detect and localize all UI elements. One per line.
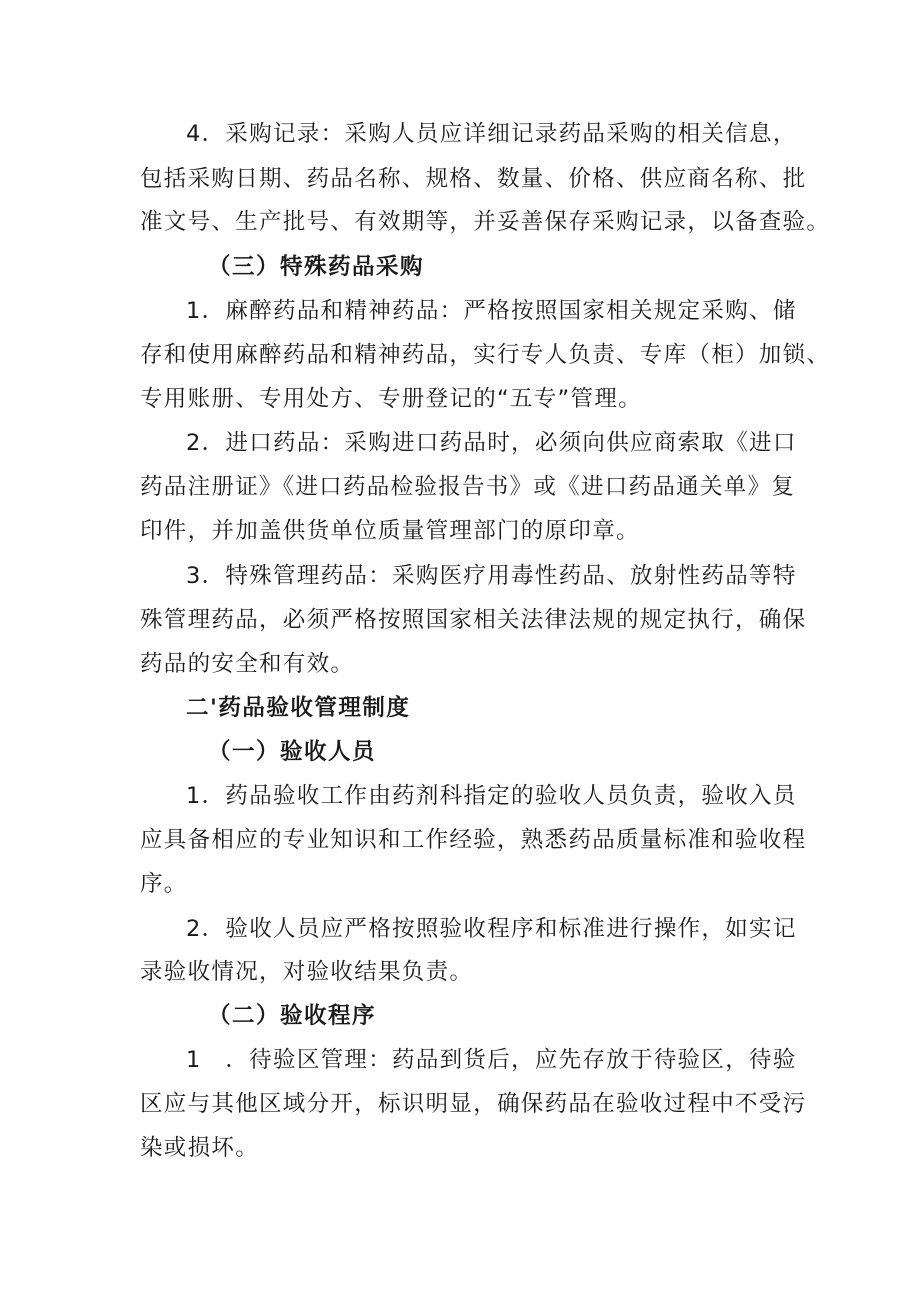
paragraph-line: 3．特殊管理药品：采购医疗用毒性药品、放射性药品等特 [186, 563, 797, 589]
paragraph-line: 印件，并加盖供货单位质量管理部门的原印章。 [140, 518, 640, 544]
section-heading: （二）验收程序 [208, 1003, 377, 1029]
section-heading: （三）特殊药品采购 [208, 254, 425, 280]
paragraph-line: 1．麻醉药品和精神药品：严格按照国家相关规定采购、储 [186, 298, 797, 324]
paragraph-line: 1 ．待验区管理：药品到货后，应先存放于待验区，待验 [186, 1047, 797, 1073]
paragraph-line: 1．药品验收工作由药剂科指定的验收人员负责，验收入员 [186, 783, 797, 809]
section-heading: （一）验收人员 [208, 739, 377, 765]
paragraph-line: 染或损坏。 [140, 1135, 260, 1161]
paragraph-line: 药品注册证》《进口药品检验报告书》或《进口药品通关单》复 [140, 474, 796, 500]
paragraph-line: 准文号、生产批号、有效期等，并妥善保存采购记录，以备查验。 [140, 209, 831, 235]
paragraph-line: 录验收情况，对验收结果负责。 [140, 959, 474, 985]
paragraph-line: 4．采购记录：采购人员应详细记录药品采购的相关信息， [186, 121, 797, 147]
paragraph-line: 区应与其他区域分开，标识明显，确保药品在验收过程中不受污 [140, 1091, 807, 1117]
paragraph-line: 2．验收人员应严格按照验收程序和标准进行操作，如实记 [186, 916, 797, 942]
paragraph-line: 存和使用麻醉药品和精神药品，实行专人负责、专库（柜）加锁、 [140, 342, 831, 368]
paragraph-line: 殊管理药品，必须严格按照国家相关法律法规的规定执行，确保 [140, 607, 807, 633]
paragraph-line: 包括采购日期、药品名称、规格、数量、价格、供应商名称、批 [140, 166, 807, 192]
paragraph-line: 序。 [140, 871, 188, 897]
paragraph-line: 药品的安全和有效。 [140, 651, 355, 677]
paragraph-line: 应具备相应的专业知识和工作经验，熟悉药品质量标准和验收程 [140, 827, 807, 853]
chapter-heading: 二'药品验收管理制度 [186, 695, 411, 721]
paragraph-line: 2．进口药品：采购进口药品时，必须向供应商索取《进口 [186, 430, 797, 456]
paragraph-line: 专用账册、专用处方、专册登记的“五专”管理。 [140, 386, 642, 412]
